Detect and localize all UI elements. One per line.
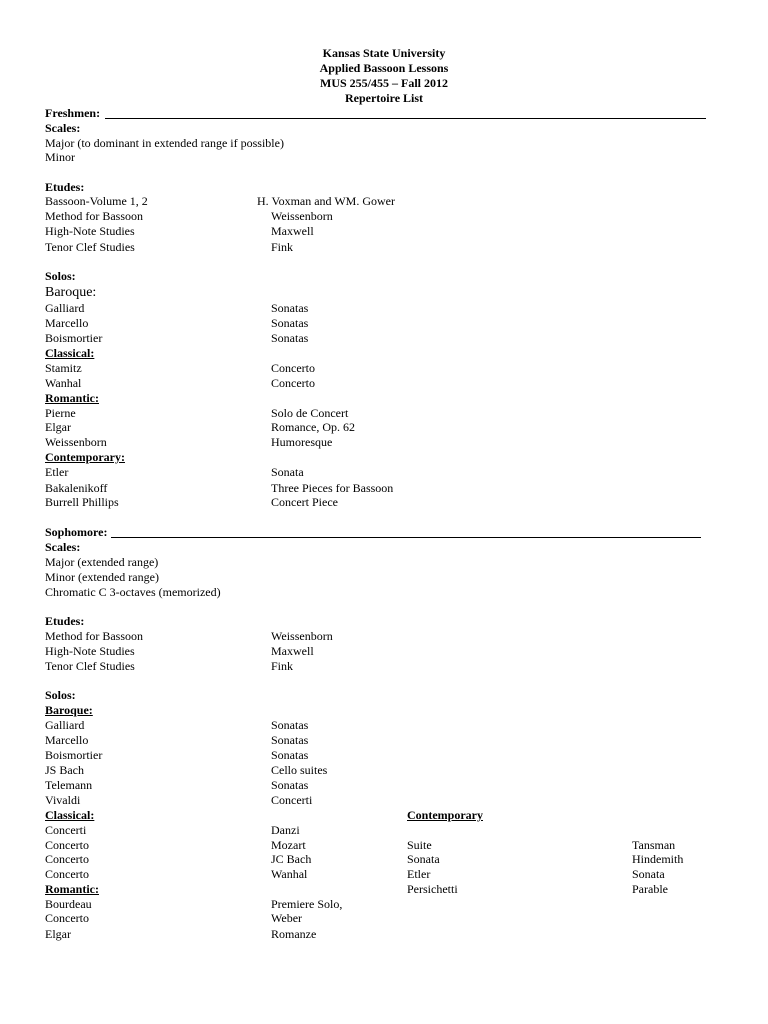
solo-work: Sonatas: [271, 718, 309, 732]
etudes-heading: Etudes:: [45, 614, 85, 628]
solos-heading: Solos:: [45, 269, 76, 283]
solo-composer: Pierne: [45, 406, 76, 420]
etude-work: High-Note Studies: [45, 644, 135, 658]
solo-composer: Galliard: [45, 718, 85, 732]
etude-composer: Fink: [271, 240, 294, 254]
solo-work: Sonatas: [271, 778, 309, 792]
solo-work: Three Pieces for Bassoon: [271, 481, 394, 495]
etude-work: Bassoon-Volume 1, 2: [45, 194, 148, 208]
freshmen-heading: Freshmen:: [45, 106, 101, 120]
solo-composer: Bakalenikoff: [45, 481, 108, 495]
solo-work: Concerto: [45, 838, 89, 852]
solo-work: Romanze: [271, 927, 317, 941]
etude-composer: Fink: [271, 659, 294, 673]
etude-work: Tenor Clef Studies: [45, 659, 135, 673]
solo-work: Concerti: [45, 823, 87, 837]
solo-work: Concerto: [271, 361, 315, 375]
solo-work: Suite: [407, 838, 432, 852]
solo-composer: Etler: [45, 465, 69, 479]
solo-work: Concerto: [271, 376, 315, 390]
solo-composer: Danzi: [271, 823, 300, 837]
solo-composer: Tansman: [632, 838, 676, 852]
baroque-heading: Baroque:: [45, 285, 97, 300]
solo-work: Persichetti: [407, 882, 458, 896]
scale-item: Minor: [45, 150, 75, 164]
romantic-heading: Romantic:: [45, 882, 99, 896]
scale-item: Minor (extended range): [45, 570, 159, 584]
etude-composer: Maxwell: [271, 644, 314, 658]
solo-composer: Boismortier: [45, 748, 103, 762]
contemporary-heading: Contemporary:: [45, 450, 125, 464]
solo-composer: Marcello: [45, 316, 89, 330]
scales-heading: Scales:: [45, 121, 81, 135]
solo-composer: Elgar: [45, 420, 71, 434]
classical-heading: Classical:: [45, 808, 95, 822]
solo-composer: Galliard: [45, 301, 85, 315]
baroque-heading: Baroque:: [45, 703, 93, 717]
scale-item: Major (to dominant in extended range if possible): [45, 136, 284, 150]
solo-work: Concerti: [271, 793, 313, 807]
solo-work: Premiere Solo,: [271, 897, 343, 911]
course-code: MUS 255/455 – Fall 2012: [320, 76, 448, 90]
solo-composer: Wanhal: [45, 376, 82, 390]
classical-heading: Classical:: [45, 346, 95, 360]
solo-composer: Wanhal: [271, 867, 308, 881]
etude-composer: Weissenborn: [271, 629, 333, 643]
romantic-heading: Romantic:: [45, 391, 99, 405]
scale-item: Major (extended range): [45, 555, 159, 569]
course-title: Applied Bassoon Lessons: [319, 61, 449, 75]
solo-work: Humoresque: [271, 435, 333, 449]
solo-composer: Stamitz: [45, 361, 82, 375]
solo-composer: Elgar: [45, 927, 71, 941]
solos-heading: Solos:: [45, 688, 76, 702]
solo-composer: Parable: [632, 882, 668, 896]
solo-composer: Weissenborn: [45, 435, 107, 449]
sophomore-heading: Sophomore:: [45, 525, 108, 539]
university-title: Kansas State University: [322, 46, 446, 60]
solo-composer: JS Bach: [45, 763, 84, 777]
etude-work: Tenor Clef Studies: [45, 240, 135, 254]
solo-composer: Hindemith: [632, 852, 684, 866]
solo-work: Etler: [407, 867, 431, 881]
contemporary-heading: Contemporary: [407, 808, 483, 822]
section-divider: [111, 537, 701, 538]
solo-work: Romance, Op. 62: [271, 420, 355, 434]
etude-work: Method for Bassoon: [45, 629, 143, 643]
solo-composer: Telemann: [45, 778, 93, 792]
solo-work: Sonatas: [271, 748, 309, 762]
solo-work: Sonatas: [271, 316, 309, 330]
solo-composer: Sonata: [632, 867, 665, 881]
etude-composer: H. Voxman and WM. Gower: [257, 194, 395, 208]
section-divider: [105, 118, 706, 119]
solo-composer: Concerto: [45, 911, 89, 925]
solo-work: Concerto: [45, 852, 89, 866]
scale-item: Chromatic C 3-octaves (memorized): [45, 585, 221, 599]
etude-composer: Maxwell: [271, 224, 314, 238]
solo-work: Sonatas: [271, 331, 309, 345]
solo-composer: Mozart: [271, 838, 306, 852]
scales-heading: Scales:: [45, 540, 81, 554]
solo-composer: Vivaldi: [45, 793, 81, 807]
solo-work: Cello suites: [271, 763, 328, 777]
solo-composer: JC Bach: [271, 852, 312, 866]
etude-composer: Weissenborn: [271, 209, 333, 223]
solo-work: Sonatas: [271, 301, 309, 315]
list-title: Repertoire List: [344, 91, 424, 105]
solo-work: Concerto: [45, 867, 89, 881]
solo-work: Concert Piece: [271, 495, 338, 509]
etudes-heading: Etudes:: [45, 180, 85, 194]
etude-work: High-Note Studies: [45, 224, 135, 238]
solo-work: Sonata: [271, 465, 304, 479]
solo-composer: Boismortier: [45, 331, 103, 345]
solo-work: Sonata: [407, 852, 440, 866]
solo-composer: Bourdeau: [45, 897, 92, 911]
solo-composer: Marcello: [45, 733, 89, 747]
solo-composer: Burrell Phillips: [45, 495, 119, 509]
solo-work: Sonatas: [271, 733, 309, 747]
solo-work: Weber: [271, 911, 303, 925]
etude-work: Method for Bassoon: [45, 209, 143, 223]
solo-work: Solo de Concert: [271, 406, 349, 420]
